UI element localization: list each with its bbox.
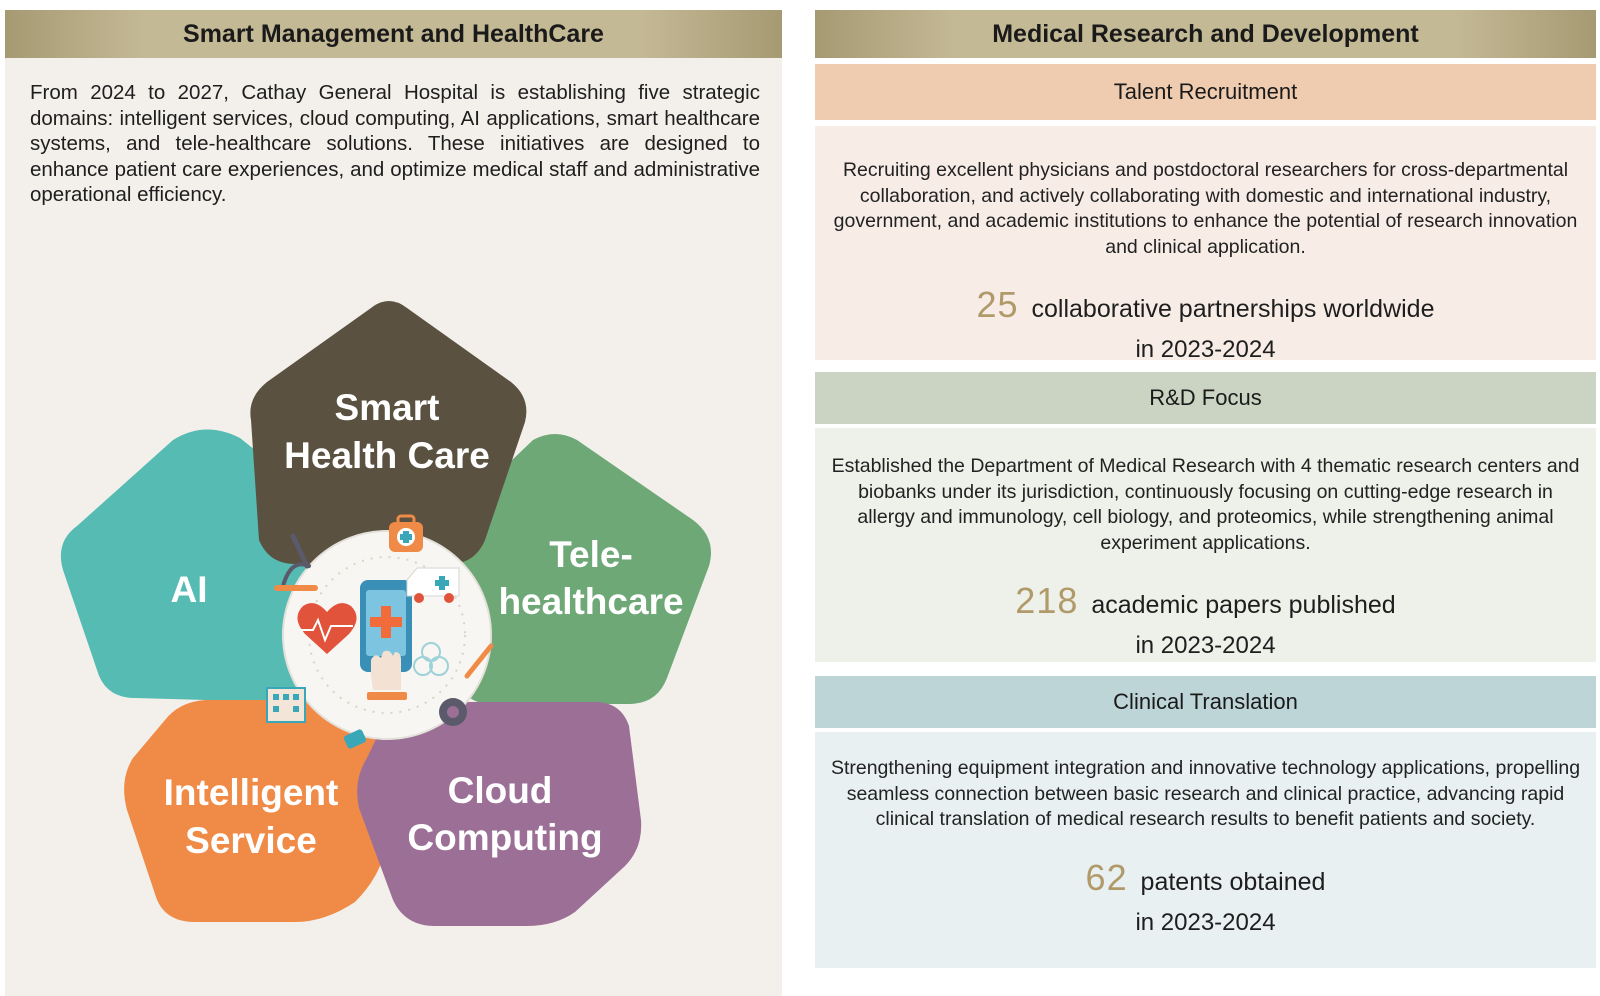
clinical-stat-value: 62 xyxy=(1085,856,1128,898)
ai-label: AI xyxy=(170,569,208,610)
rd-focus-title: R&D Focus xyxy=(815,372,1596,424)
cloud-label-line1: Cloud xyxy=(447,770,553,811)
intelligent-label-line2: Service xyxy=(185,820,317,861)
intelligent-label-line1: Intelligent xyxy=(163,772,339,813)
talent-recruitment-title: Talent Recruitment xyxy=(815,64,1596,120)
clinical-translation-desc: Strengthening equipment integration and innovative technology applications, propelling seamless connection between basic research and clinical practice, advancing rapid clinical translation of medical research results to benefit patients and society. xyxy=(830,757,1581,830)
rd-stat-value: 218 xyxy=(1015,580,1079,621)
five-domains-diagram xyxy=(55,280,735,940)
rd-stat-period: in 2023-2024 xyxy=(1135,632,1276,659)
talent-stat-value: 25 xyxy=(976,284,1019,325)
medical-research-panel xyxy=(815,10,1596,996)
talent-stat-label: collaborative partnerships worldwide xyxy=(1031,295,1435,323)
smart-label-line2: Health Care xyxy=(284,435,490,476)
talent-recruitment-desc: Recruiting excellent physicians and postdoctoral researchers for cross-departmental collaboration, and actively collaborating with domestic and international industry, government, and academic institutions to enhance the potential of research innovation and clinical application. xyxy=(833,159,1578,258)
clinical-stat-label: patents obtained xyxy=(1140,867,1326,896)
cloud-label-line2: Computing xyxy=(407,817,603,858)
intro-paragraph: From 2024 to 2027, Cathay General Hospital is establishing five strategic domains: intelligent services, cloud computing, AI applications, smart healthcare systems, and tele-healthcare solutions. These initiatives are designed to enhance patient care experiences, and optimize medical staff and administrative operational efficiency. xyxy=(30,81,760,206)
smart-management-header: Smart Management and HealthCare xyxy=(5,10,782,58)
rd-focus-desc: Established the Department of Medical Research with 4 thematic research centers and biobanks under its jurisdiction, continuously focusing on cutting-edge research in allergy and immunology, cell biology, and proteomics, while strengthening animal experiment applications. xyxy=(831,455,1580,554)
clinical-stat xyxy=(815,856,1596,899)
clinical-translation-title: Clinical Translation xyxy=(815,676,1596,728)
smart-management-panel xyxy=(5,10,782,996)
smart-label-line1: Smart xyxy=(334,387,440,428)
clinical-stat-period: in 2023-2024 xyxy=(1135,908,1276,936)
medical-research-header: Medical Research and Development xyxy=(815,10,1596,58)
brain-gear-icon xyxy=(439,698,467,726)
talent-stat-period: in 2023-2024 xyxy=(1135,336,1276,363)
hospital-building-icon xyxy=(267,688,305,722)
clinical-translation-section xyxy=(815,676,1596,968)
rd-stat-label: academic papers published xyxy=(1091,591,1396,619)
tele-label-line2: healthcare xyxy=(498,581,684,622)
tele-label-line1: Tele- xyxy=(549,534,633,575)
smart-health-care-petal xyxy=(250,301,526,564)
rd-stat xyxy=(815,580,1596,622)
talent-recruitment-section xyxy=(815,64,1596,363)
talent-stat xyxy=(815,284,1596,326)
rd-focus-section xyxy=(815,372,1596,662)
